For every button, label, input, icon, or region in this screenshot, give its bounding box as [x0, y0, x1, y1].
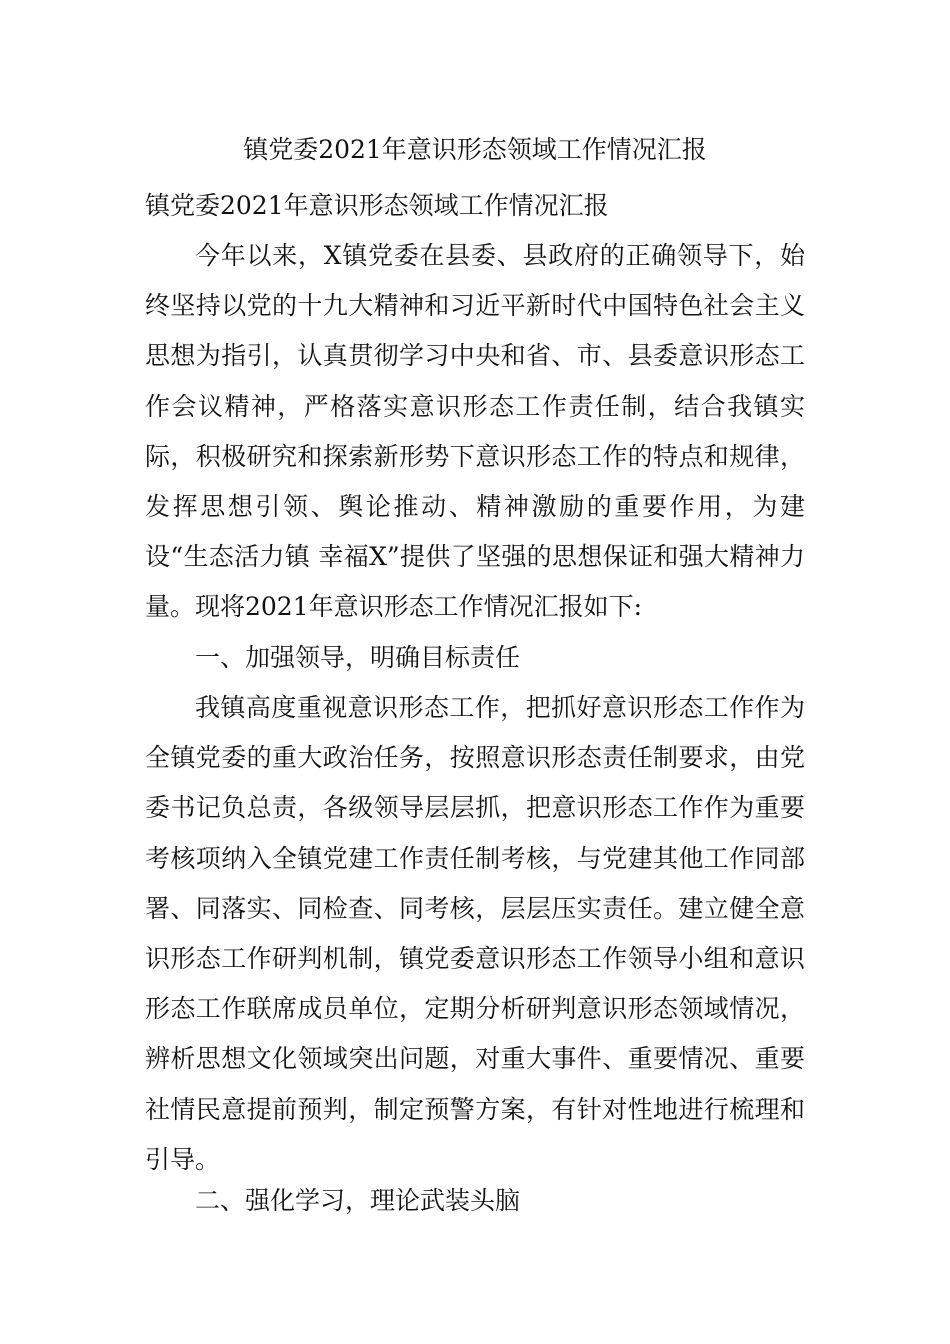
intro-paragraph: 今年以来，X镇党委在县委、县政府的正确领导下，始终坚持以党的十九大精神和习近平新时代中国特色社会主义思想为指引，认真贯彻学习中央和省、市、县委意识形态工作会议精神，严格落实意识形态工作责任制，结合我镇实际，积极研究和探索新形势下意识形态工作的特点和规律，发挥思想引领、舆论推动、精神激励的重要作用，为建设“生态活力镇 幸福X”提供了坚强的思想保证和强大精神力量。现将2021年意识形态工作情况汇报如下:: [145, 241, 805, 622]
section-heading-1: 一、加强领导，明确目标责任: [195, 643, 521, 672]
document-title: 镇党委2021年意识形态领域工作情况汇报: [243, 135, 707, 164]
section-paragraph-1: 我镇高度重视意识形态工作，把抓好意识形态工作作为全镇党委的重大政治任务，按照意识形态责任制要求，由党委书记负总责，各级领导层层抓，把意识形态工作作为重要考核项纳入全镇党建工作责任制考核，与党建其他工作同部署、同落实、同检查、同考核，层层压实责任。建立健全意识形态工作研判机制，镇党委意识形态工作领导小组和意识形态工作联席成员单位，定期分析研判意识形态领域情况，辨析思想文化领域突出问题，对重大事件、重要情况、重要社情民意提前预判，制定预警方案，有针对性地进行梳理和引导。: [145, 693, 805, 1174]
document-subtitle: 镇党委2021年意识形态领域工作情况汇报: [145, 191, 609, 220]
section-heading-2: 二、强化学习，理论武装头脑: [195, 1186, 521, 1215]
